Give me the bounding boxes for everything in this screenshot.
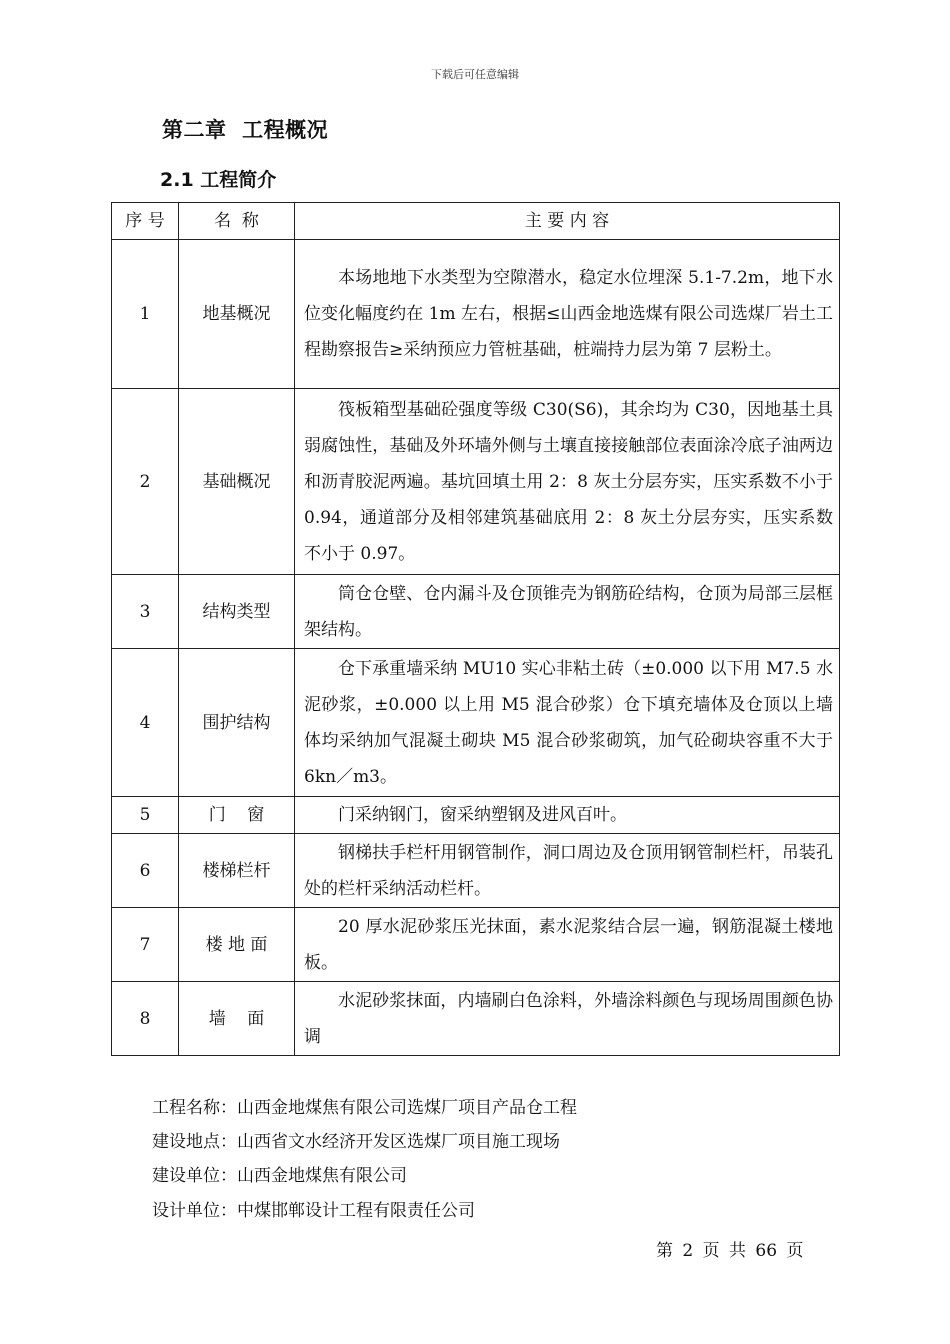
row-content: 筒仓仓壁、仓内漏斗及仓顶锥壳为钢筋砼结构，仓顶为局部三层框架结构。 (295, 575, 840, 649)
row-name: 结构类型 (179, 575, 295, 649)
page-number: 第 2 页 共 66 页 (656, 1241, 804, 1261)
row-content: 门采纳钢门，窗采纳塑钢及进风百叶。 (295, 797, 840, 834)
column-header-number: 序 号 (112, 203, 179, 240)
project-location: 建设地点：山西省文水经济开发区选煤厂项目施工现场 (152, 1132, 560, 1152)
section-title: 2.1 工程简介 (160, 169, 277, 191)
row-content: 本场地地下水类型为空隙潜水，稳定水位埋深 5.1-7.2m，地下水位变化幅度约在 1m 左右，根据≤山西金地选煤有限公司选煤厂岩土工程勘察报告≥采纳预应力管桩基础，桩端持力层为第 7 层粉土。 (295, 240, 840, 389)
row-number: 7 (112, 908, 179, 982)
design-unit: 设计单位：中煤邯郸设计工程有限责任公司 (152, 1201, 475, 1221)
row-number: 4 (112, 649, 179, 797)
row-name: 墙 面 (179, 982, 295, 1056)
table-row (112, 240, 840, 389)
row-number: 8 (112, 982, 179, 1056)
row-name: 楼 地 面 (179, 908, 295, 982)
column-header-content: 主 要 内 容 (295, 203, 840, 240)
table-row (112, 389, 840, 575)
row-name: 基础概况 (179, 389, 295, 575)
row-name: 地基概况 (179, 240, 295, 389)
row-number: 2 (112, 389, 179, 575)
chapter-title: 第二章 工程概况 (162, 118, 329, 142)
row-number: 1 (112, 240, 179, 389)
row-name: 围护结构 (179, 649, 295, 797)
construction-unit: 建设单位：山西金地煤焦有限公司 (152, 1166, 407, 1186)
table-row (112, 982, 840, 1056)
table-header-row (112, 203, 840, 240)
page-header-note: 下载后可任意编辑 (431, 68, 519, 81)
row-content: 仓下承重墙采纳 MU10 实心非粘土砖（±0.000 以下用 M7.5 水泥砂浆，±0.000 以上用 M5 混合砂浆）仓下填充墙体及仓顶以上墙体均采纳加气混凝土砌块 M5 混合砂浆砌筑，加气砼砌块容重不大于 6kn／m3。 (295, 649, 840, 797)
row-content: 钢梯扶手栏杆用钢管制作，洞口周边及仓顶用钢管制栏杆，吊装孔处的栏杆采纳活动栏杆。 (295, 834, 840, 908)
table-row (112, 649, 840, 797)
row-content: 水泥砂浆抹面，内墙刷白色涂料，外墙涂料颜色与现场周围颜色协调 (295, 982, 840, 1056)
row-number: 6 (112, 834, 179, 908)
column-header-name: 名 称 (179, 203, 295, 240)
table-row (112, 834, 840, 908)
project-name: 工程名称：山西金地煤焦有限公司选煤厂项目产品仓工程 (152, 1098, 577, 1118)
project-overview-table (111, 202, 840, 1056)
table-row (112, 797, 840, 834)
row-number: 5 (112, 797, 179, 834)
table-row (112, 908, 840, 982)
row-name: 门 窗 (179, 797, 295, 834)
row-name: 楼梯栏杆 (179, 834, 295, 908)
row-content: 筏板箱型基础砼强度等级 C30(S6)，其余均为 C30，因地基土具弱腐蚀性，基础及外环墙外侧与土壤直接接触部位表面涂冷底子油两边和沥青胶泥两遍。基坑回填土用 2：8 灰土分层夯实，压实系数不小于 0.94，通道部分及相邻建筑基础底用 2：8 灰土分层夯实，压实系数不小于 0.97。 (295, 389, 840, 575)
row-number: 3 (112, 575, 179, 649)
row-content: 20 厚水泥砂浆压光抹面，素水泥浆结合层一遍，钢筋混凝土楼地板。 (295, 908, 840, 982)
table-row (112, 575, 840, 649)
